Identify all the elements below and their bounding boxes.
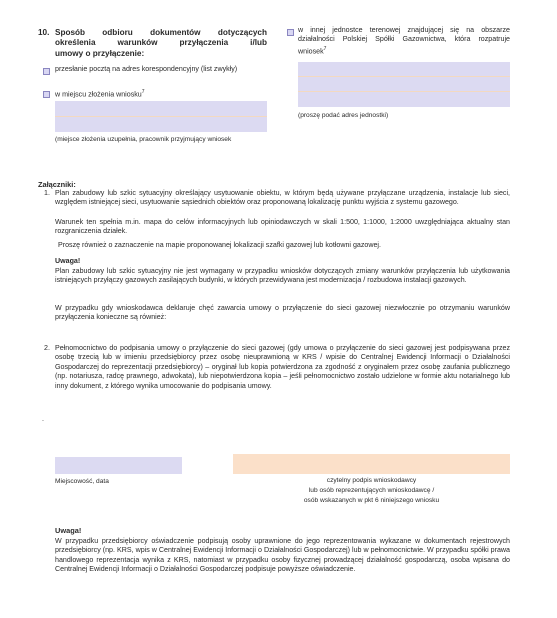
other-unit-divider-2 [298, 91, 510, 92]
place-input-divider [55, 116, 267, 117]
attachment-1-paragraph-2: Warunek ten spełnia m.in. mapa do celów informacyjnych lub opiniodawczych w skali 1:500, 1:1000, 1:2000 uwzględniająca aktualny stan rozgraniczenia działek. [55, 218, 510, 236]
section-number: 10. [38, 28, 50, 37]
option-place-text: w miejscu złożenia wniosku [55, 90, 142, 99]
checkbox-place[interactable] [43, 91, 50, 98]
other-unit-divider-1 [298, 76, 510, 77]
option-place-sup: 7 [141, 89, 145, 95]
checkbox-post[interactable] [43, 68, 50, 75]
option-post-label: przesłanie pocztą na adres korespondencyjny (list zwykły) [55, 65, 238, 73]
option-place-label [55, 88, 267, 100]
attachment-1-number: 1. [44, 189, 50, 197]
attachment-1-paragraph-3: Proszę również o zaznaczenie na mapie proponowanej lokalizacji szafki gazowej lub kotłowni gazowej. [58, 241, 381, 249]
attachment-note-title: Uwaga! [55, 257, 81, 265]
option-other-label [298, 26, 510, 57]
signature-field[interactable] [233, 454, 510, 474]
attachment-2-text: Pełnomocnictwo do podpisania umowy o przyłączenie do sieci gazowej (gdy umowa o przyłączenie do sieci gazowej jest podpisywana przez osobę trzecią lub w imieniu przedsiębiorcy przez osobę nieuprawnioną w KRS / wpisie do Centralnej Ewidencji Informacji o Działalności Gospodarczej do reprezentacji przedsiębiorcy) – oryginał lub kopia potwierdzona za zgodność z oryginałem przez osobę zaufania publicznego (np. notariusza, radcę prawnego, adwokata), lub niepotwierdzona kopia – jeśli pełnomocnictwo zostało udzielone w formie aktu notarialnego lub inny dokument, z którego wynika umocowanie do podpisania umowy. [55, 344, 510, 390]
attachment-1-paragraph-1: Plan zabudowy lub szkic sytuacyjny określający usytuowanie obiektu, w którym będą używane przyłączane urządzenia, instalacje lub sieci, względem istniejącej sieci, usytuowanie sąsiednich obiektów oraz proponowaną lokalizację punktu wyjścia z systemu gazowego. [55, 189, 510, 207]
attachment-2-number: 2. [44, 344, 50, 352]
option-other-sup: 7 [323, 45, 327, 52]
signature-caption-line1: czytelny podpis wnioskodawcy [326, 477, 417, 484]
other-unit-input-field[interactable] [298, 62, 510, 107]
signature-caption [233, 476, 510, 506]
section-title [55, 28, 267, 59]
attachment-note-paragraph-1: Plan zabudowy lub szkic sytuacyjny nie jest wymagany w przypadku wniosków dotyczących zmiany warunków przyłączenia lub użytkowania istniejących przyłączy gazowych zasilających budynki, w których przewidywana jest modernizacja / rozbudowa instalacji gazowych. [55, 267, 510, 285]
place-date-field[interactable] [55, 457, 182, 474]
section-title-line2: określenia warunków przyłączenia i/lub [55, 38, 267, 48]
attachments-heading: Załączniki: [38, 180, 76, 189]
signature-caption-line2: lub osób reprezentujących wnioskodawcę / [308, 487, 435, 494]
section-title-line3: umowy o przyłączenie: [55, 48, 145, 58]
place-caption: (miejsce złożenia uzupełnia, pracownik przyjmujący wniosek [55, 136, 232, 143]
signature-caption-line3: osób wskazanych w pkt 6 niniejszego wniosku [303, 497, 440, 504]
place-date-label: Miejscowość, data [55, 478, 109, 485]
checkbox-other-unit[interactable] [287, 29, 294, 36]
other-unit-caption: (proszę podać adres jednostki) [298, 112, 389, 119]
stray-dot: . [42, 415, 44, 423]
option-other-text: w innej jednostce terenowej znajdującej się na obszarze działalności Polskiej Spółki Gazownictwa, która rozpatruje wniosek [298, 26, 510, 56]
attachment-note-paragraph-2: W przypadku gdy wnioskodawca deklaruje chęć zawarcia umowy o przyłączenie do sieci gazowej niezwłocznie po otrzymaniu warunków przyłączenia konieczne są również: [55, 304, 510, 322]
bottom-note-title: Uwaga! [55, 526, 82, 535]
bottom-note-text: W przypadku przedsiębiorcy oświadczenie podpisują osoby uprawnione do jego reprezentowania wykazane w dokumentach rejestrowych przedsiębiorcy (np. KRS, wpis w Centralnej Ewidencji Informacji o Działalności Gospodarczej) lub w pełnomocnictwie. W przypadku spółki prawa handlowego reprezentacja wynika z KRS, natomiast w przypadku osoby fizycznej prowadzącej działalność gospodarczą, osoba wpisana do Centralnej Ewidencji Informacji o Działalności Gospodarczej podpisuje powyższe oświadczenie. [55, 537, 510, 574]
section-title-line1: Sposób odbioru dokumentów dotyczących [55, 28, 267, 37]
